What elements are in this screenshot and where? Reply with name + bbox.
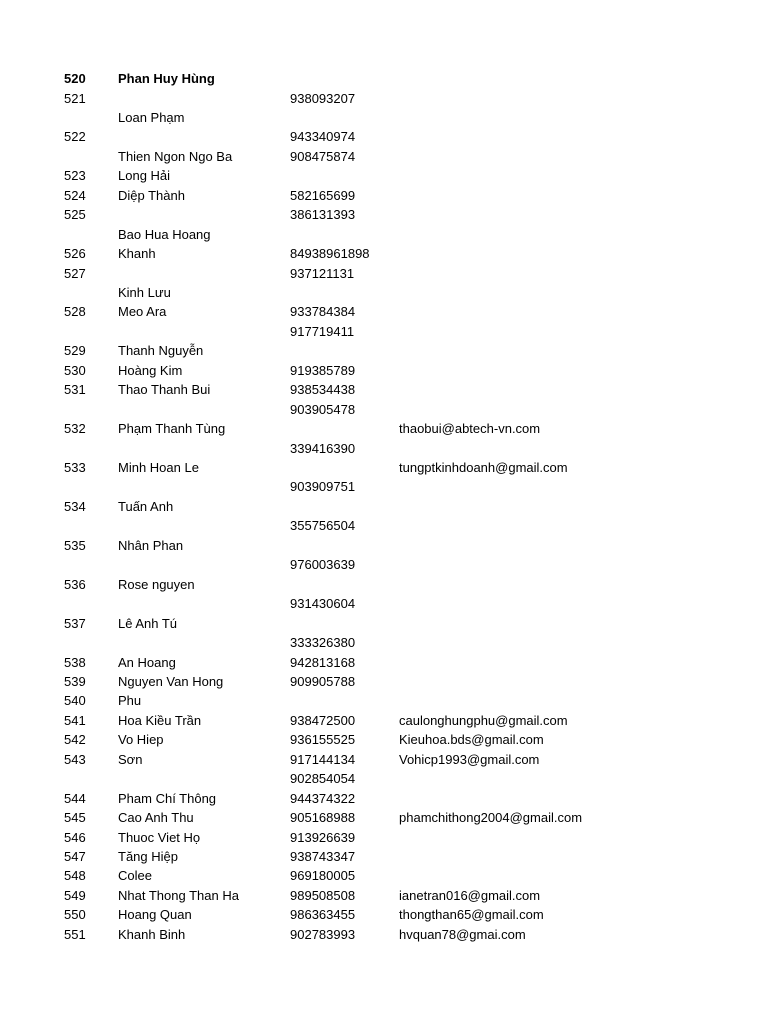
table-row (0, 69, 768, 88)
row-number: 538 (64, 654, 86, 670)
contact-name: Hoang Quan (118, 907, 192, 923)
phone-number: 936155525 (290, 732, 356, 748)
table-row (0, 555, 768, 574)
table-row (0, 89, 768, 108)
phone-number: 902854054 (290, 771, 356, 787)
table-row (0, 458, 768, 477)
phone-number: 938472500 (290, 712, 356, 728)
row-number: 523 (64, 168, 86, 184)
row-number: 521 (64, 90, 86, 106)
phone-number: 989508508 (290, 887, 356, 903)
contact-name: Bao Hua Hoang (118, 226, 211, 242)
row-number: 544 (64, 790, 86, 806)
contact-name: Rose nguyen (118, 576, 195, 592)
row-number: 526 (64, 246, 86, 261)
contact-name: Minh Hoan Le (118, 460, 199, 475)
contact-name: Loan Phạm (118, 109, 185, 125)
table-row (0, 614, 768, 633)
phone-number: 908475874 (290, 148, 356, 164)
phone-number: 931430604 (290, 596, 356, 612)
table-row (0, 127, 768, 146)
table-row (0, 575, 768, 594)
table-row (0, 905, 768, 924)
contact-name: Nhân Phan (118, 537, 184, 553)
row-number: 528 (64, 304, 86, 320)
contact-name: Meo Ara (118, 304, 167, 320)
row-number: 549 (64, 887, 86, 903)
phone-number: 913926639 (290, 829, 356, 845)
contact-name: Lê Anh Tú (118, 615, 178, 631)
table-row (0, 244, 768, 263)
row-number: 541 (64, 712, 86, 728)
phone-number: 919385789 (290, 362, 356, 378)
table-row (0, 497, 768, 516)
contact-name: Vo Hiep (118, 732, 164, 748)
phone-number: 944374322 (290, 790, 356, 806)
phone-number: 84938961898 (290, 246, 370, 261)
phone-number: 339416390 (290, 440, 356, 456)
contact-name: Thien Ngon Ngo Ba (118, 148, 233, 164)
table-row (0, 225, 768, 244)
contact-name: Thanh Nguyễn (118, 343, 204, 359)
contact-name: Pham Chí Thông (118, 790, 217, 806)
row-number: 532 (64, 421, 86, 437)
phone-number: 937121131 (290, 265, 355, 281)
row-number: 543 (64, 751, 86, 767)
contact-name: Phan Huy Hùng (118, 71, 215, 86)
table-row (0, 653, 768, 672)
row-number: 542 (64, 732, 86, 748)
row-number: 546 (64, 829, 86, 845)
table-row (0, 789, 768, 808)
row-number: 539 (64, 673, 86, 689)
table-row (0, 186, 768, 205)
table-row (0, 302, 768, 321)
phone-number: 933784384 (290, 304, 356, 320)
contact-name: Thuoc Viet Họ (118, 829, 201, 845)
row-number: 534 (64, 498, 86, 514)
email-address: hvquan78@gmai.com (399, 926, 526, 942)
row-number: 536 (64, 576, 86, 592)
phone-number: 938534438 (290, 382, 356, 398)
phone-number: 902783993 (290, 926, 356, 942)
contact-name: Khanh Binh (118, 926, 186, 942)
table-row (0, 108, 768, 127)
contact-name: Hoàng Kim (118, 362, 183, 378)
row-number: 547 (64, 849, 86, 864)
table-row (0, 147, 768, 166)
table-row (0, 769, 768, 788)
phone-number: 943340974 (290, 129, 356, 145)
contact-name: An Hoang (118, 654, 176, 670)
table-row (0, 730, 768, 749)
table-row (0, 322, 768, 341)
row-number: 525 (64, 207, 86, 223)
table-row (0, 400, 768, 419)
email-address: tungptkinhdoanh@gmail.com (399, 460, 568, 475)
row-number: 550 (64, 907, 86, 923)
table-row (0, 886, 768, 905)
table-row (0, 672, 768, 691)
phone-number: 909905788 (290, 673, 356, 689)
email-address: ianetran016@gmail.com (399, 887, 541, 903)
table-row (0, 283, 768, 302)
table-row (0, 341, 768, 360)
contact-name: Cao Anh Thu (118, 810, 194, 826)
table-row (0, 477, 768, 496)
contact-name: Tăng Hiệp (118, 849, 178, 864)
table-row (0, 808, 768, 827)
contact-name: Khanh (118, 246, 156, 261)
contact-name: Nguyen Van Hong (118, 673, 224, 689)
phone-number: 333326380 (290, 635, 356, 650)
contact-name: Long Hải (118, 168, 171, 184)
email-address: Kieuhoa.bds@gmail.com (399, 732, 544, 748)
row-number: 551 (64, 926, 86, 942)
phone-number: 917144134 (290, 751, 356, 767)
phone-number: 386131393 (290, 207, 356, 223)
row-number: 529 (64, 343, 86, 359)
contact-name: Hoa Kiều Trần (118, 712, 202, 728)
phone-number: 942813168 (290, 654, 356, 670)
phone-number: 938093207 (290, 90, 356, 106)
email-address: Vohicp1993@gmail.com (399, 751, 540, 767)
table-row (0, 866, 768, 885)
row-number: 548 (64, 868, 86, 884)
phone-number: 938743347 (290, 849, 356, 864)
table-row (0, 691, 768, 710)
phone-number: 903909751 (290, 479, 356, 495)
row-number: 524 (64, 187, 86, 203)
contact-name: Phu (118, 693, 142, 709)
contact-name: Nhat Thong Than Ha (118, 887, 239, 903)
table-row (0, 711, 768, 730)
phone-number: 917719411 (290, 323, 355, 339)
table-row (0, 925, 768, 944)
row-number: 535 (64, 537, 86, 553)
phone-number: 905168988 (290, 810, 356, 826)
table-row (0, 439, 768, 458)
contact-name: Colee (118, 868, 152, 884)
row-number: 540 (64, 693, 86, 709)
phone-number: 986363455 (290, 907, 356, 923)
email-address: phamchithong2004@gmail.com (399, 810, 583, 826)
row-number: 533 (64, 460, 86, 475)
row-number: 531 (64, 382, 86, 398)
email-address: thongthan65@gmail.com (399, 907, 544, 923)
table-row (0, 419, 768, 438)
table-row (0, 166, 768, 185)
table-row (0, 205, 768, 224)
table-row (0, 380, 768, 399)
table-row (0, 264, 768, 283)
row-number: 530 (64, 362, 86, 378)
contact-name: Sơn (118, 751, 143, 767)
table-row (0, 633, 768, 652)
table-row (0, 594, 768, 613)
phone-number: 582165699 (290, 187, 356, 203)
table-row (0, 361, 768, 380)
row-number: 522 (64, 129, 86, 145)
contact-name: Phạm Thanh Tùng (118, 421, 226, 437)
email-address: thaobui@abtech-vn.com (399, 421, 541, 437)
table-row (0, 847, 768, 866)
contact-name: Diệp Thành (118, 187, 185, 203)
row-number: 537 (64, 615, 86, 631)
table-row (0, 750, 768, 769)
row-number: 527 (64, 265, 86, 281)
table-row (0, 516, 768, 535)
email-address: caulonghungphu@gmail.com (399, 712, 568, 728)
contact-name: Thao Thanh Bui (118, 382, 211, 398)
row-number: 520 (64, 71, 86, 86)
contact-name: Kinh Lưu (118, 284, 171, 300)
phone-number: 355756504 (290, 518, 356, 534)
phone-number: 969180005 (290, 868, 356, 884)
contact-name: Tuấn Anh (118, 498, 174, 514)
table-row (0, 828, 768, 847)
row-number: 545 (64, 810, 86, 826)
phone-number: 903905478 (290, 401, 356, 417)
table-row (0, 536, 768, 555)
phone-number: 976003639 (290, 557, 356, 573)
